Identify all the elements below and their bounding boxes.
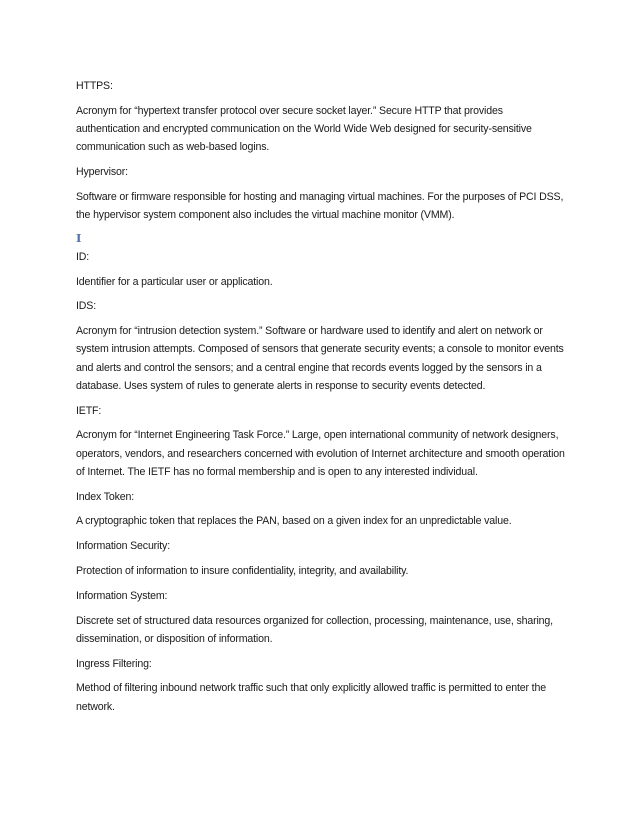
- definition-ingress-filtering: Method of filtering inbound network traffic such that only explicitly allowed traffic is permitted to enter the network.: [76, 682, 546, 713]
- section-letter-heading: I: [76, 230, 82, 245]
- term-ids: IDS:: [76, 300, 97, 313]
- definition-ids: Acronym for “intrusion detection system.” Software or hardware used to identify and alert on network or system intrusion attempts. Composed of sensors that generate security events; a console to monitor events and alerts and control the sensors; and a central engine that records events logged by the sensors in a database. Uses system of rules to generate alerts in response to security events detected.: [76, 325, 564, 392]
- definition-id: Identifier for a particular user or application.: [76, 275, 273, 288]
- term-hypervisor: Hypervisor:: [76, 166, 128, 178]
- term-ietf: IETF:: [76, 404, 102, 417]
- definition-hypervisor: Software or firmware responsible for hosting and managing virtual machines. For the purposes of PCI DSS, the hypervisor system component also includes the virtual machine monitor (VMM).: [76, 190, 564, 221]
- term-index-token: Index Token:: [76, 490, 135, 503]
- definition-information-security: Protection of information to insure confidentiality, integrity, and availability.: [76, 564, 409, 577]
- definition-index-token: A cryptographic token that replaces the PAN, based on a given index for an unpredictable value.: [76, 515, 512, 528]
- term-https: HTTPS:: [76, 80, 113, 92]
- term-information-security: Information Security:: [76, 540, 170, 553]
- definition-ietf: Acronym for “Internet Engineering Task Force.” Large, open international community of network designers, operators, vendors, and researchers concerned with evolution of Internet architecture and smooth operation of Internet. The IETF has no formal membership and is open to any interested individual.: [76, 429, 565, 478]
- definition-https: Acronym for “hypertext transfer protocol over secure socket layer.” Secure HTTP that provides authentication and encrypted communication on the World Wide Web designed for security-sensitive communication such as web-based logins.: [76, 104, 532, 154]
- definition-information-system: Discrete set of structured data resources organized for collection, processing, maintenance, use, sharing, dissemination, or disposition of information.: [76, 614, 553, 645]
- term-information-system: Information System:: [76, 589, 168, 602]
- term-ingress-filtering: Ingress Filtering:: [76, 657, 152, 670]
- term-id: ID:: [76, 250, 90, 263]
